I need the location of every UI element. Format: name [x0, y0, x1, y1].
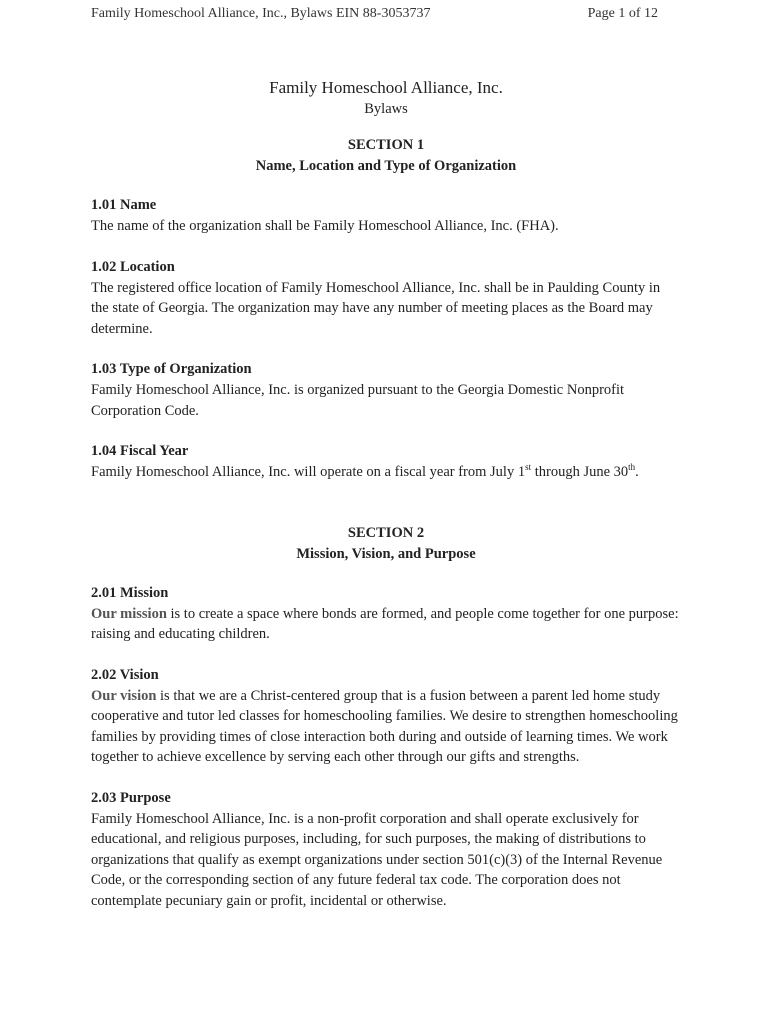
- section-2-label: SECTION 2: [347, 524, 425, 541]
- clause-1-01: [91, 195, 681, 237]
- document-title: Family Homeschool Alliance, Inc.: [269, 78, 503, 97]
- clause-text: Family Homeschool Alliance, Inc. is a non-profit corporation and shall operate exclusively for educational, and religious purposes, including, for such purposes, the making of distributions to organizations that qualify as exempt organizations under section 501(c)(3) of the Internal Revenue Code, or the corresponding section of any future federal tax code. The corporation does not contemplate pecuniary gain or profit, incidental or otherwise.: [91, 810, 663, 909]
- clause-text: Family Homeschool Alliance, Inc. is organized pursuant to the Georgia Domestic Nonprofit Corporation Code.: [91, 382, 625, 419]
- ordinal-suffix: th: [628, 462, 636, 473]
- section-spacer: [91, 503, 681, 523]
- clause-text: [91, 686, 681, 768]
- document-body: [91, 77, 681, 931]
- page-number-indicator: Page 1 of 12: [587, 6, 658, 21]
- fiscal-year-text-start: Family Homeschool Alliance, Inc. will operate on a fiscal year from July 1: [91, 464, 526, 480]
- clause-heading: 1.01 Name: [91, 197, 157, 213]
- clause-1-04: [91, 441, 681, 483]
- document-subtitle: Bylaws: [364, 101, 408, 117]
- section-1-title: Name, Location and Type of Organization: [255, 158, 517, 174]
- section-2: [91, 523, 681, 912]
- fiscal-year-text-end: .: [635, 464, 639, 480]
- clause-text: The registered office location of Family Homeschool Alliance, Inc. shall be in Paulding County in the state of Georgia. The organization may have any number of meeting places as the Board may determine.: [91, 279, 661, 337]
- clause-2-03: [91, 788, 681, 912]
- fiscal-year-text-middle: through June 30: [531, 464, 629, 480]
- clause-1-03: [91, 359, 681, 421]
- clause-heading: 2.03 Purpose: [91, 789, 171, 806]
- mission-lead: Our mission: [91, 605, 167, 622]
- page-header: [91, 6, 658, 26]
- clause-text: The name of the organization shall be Family Homeschool Alliance, Inc. (FHA).: [91, 218, 559, 234]
- section-1-label: SECTION 1: [347, 137, 425, 153]
- vision-text: is that we are a Christ-centered group that is a fusion between a parent led home study cooperative and tutor led classes for homeschooling families. We desire to strengthen homeschooling families by providing times of close interaction both during and outside of learning times. We work together to achieve excellence by serving each other through our gifts and strengths.: [91, 687, 678, 765]
- clause-1-02: [91, 257, 681, 340]
- clause-2-02: [91, 665, 681, 768]
- mission-text: is to create a space where bonds are formed, and people come together for one purpose: raising and educating children.: [91, 605, 679, 642]
- clause-heading: 2.02 Vision: [91, 666, 159, 683]
- vision-lead: Our vision: [91, 687, 157, 704]
- ordinal-suffix: st: [525, 462, 532, 473]
- clause-heading: 2.01 Mission: [91, 584, 169, 601]
- section-2-title: Mission, Vision, and Purpose: [296, 545, 476, 562]
- section-1: [91, 135, 681, 483]
- clause-2-01: [91, 583, 681, 645]
- header-document-label: Family Homeschool Alliance, Inc., Bylaws EIN 88-3053737: [91, 6, 431, 21]
- clause-heading: 1.04 Fiscal Year: [91, 443, 189, 459]
- clause-heading: 1.03 Type of Organization: [91, 361, 252, 377]
- clause-text: [91, 604, 681, 645]
- clause-text: [91, 462, 681, 483]
- clause-heading: 1.02 Location: [91, 258, 175, 275]
